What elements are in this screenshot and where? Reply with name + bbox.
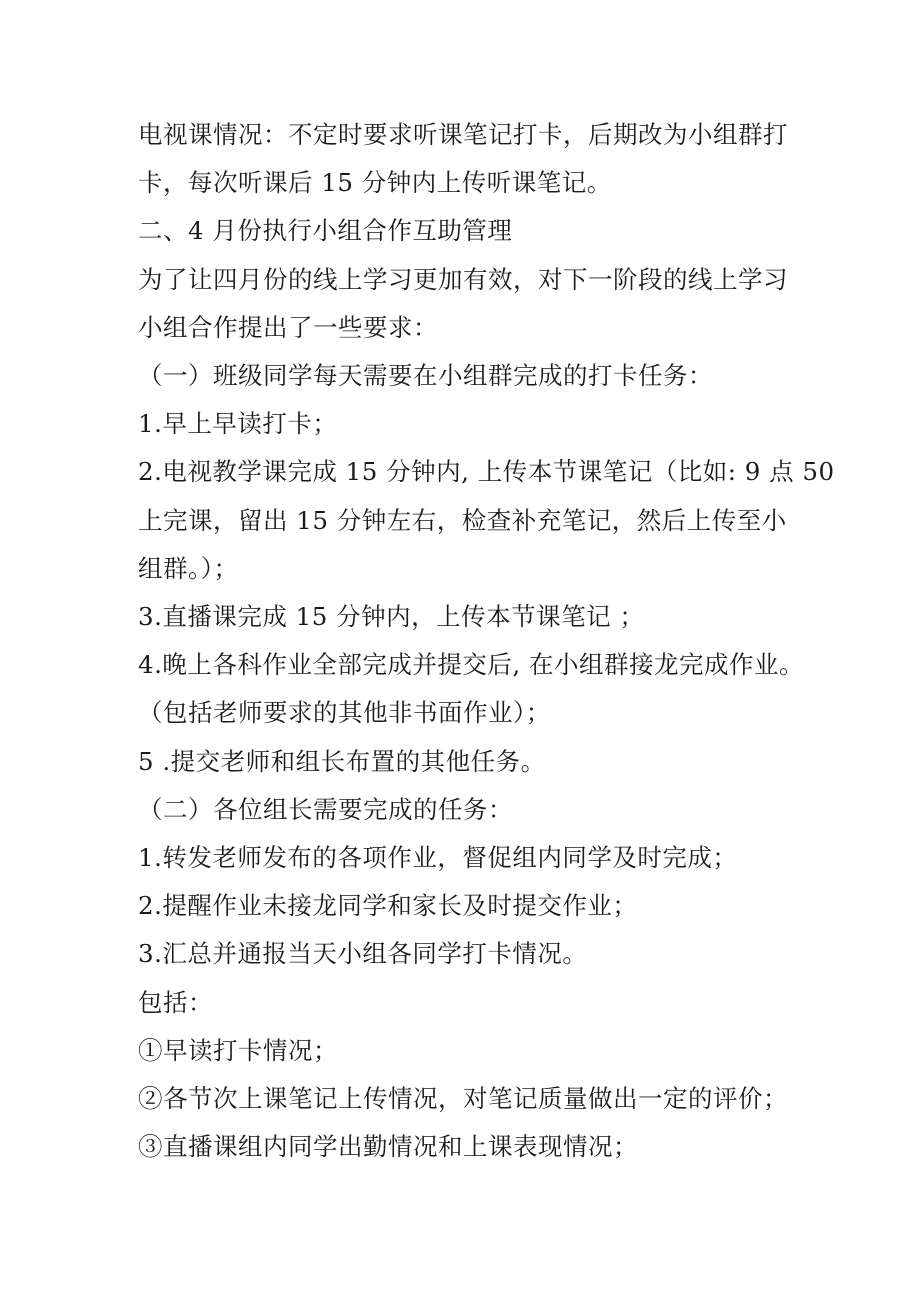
text-line: 小组合作提出了一些要求： [138, 312, 438, 342]
subsection-heading: （二）各位组长需要完成的任务： [138, 794, 513, 824]
text-line: 包括： [138, 987, 213, 1017]
text-line: （包括老师要求的其他非书面作业）； [138, 698, 551, 728]
text-line: 组群。）； [138, 553, 239, 583]
list-item: 3.直播课完成 15 分钟内，上传本节课笔记 ； [138, 602, 645, 632]
list-item: ①早读打卡情况； [138, 1035, 338, 1065]
list-item: 5 .提交老师和组长布置的其他任务。 [138, 746, 546, 776]
list-item: 2.提醒作业未接龙同学和家长及时提交作业； [138, 891, 638, 921]
subsection-heading: （一）班级同学每天需要在小组群完成的打卡任务： [138, 361, 713, 391]
document-body [138, 111, 835, 1171]
text-line: 为了让四月份的线上学习更加有效，对下一阶段的线上学习 [138, 264, 788, 294]
list-item: 4.晚上各科作业全部完成并提交后, 在小组群接龙完成作业。 [138, 650, 804, 680]
text-line: 上完课，留出 15 分钟左右，检查补充笔记，然后上传至小 [138, 505, 787, 535]
list-item: ②各节次上课笔记上传情况，对笔记质量做出一定的评价； [138, 1084, 788, 1114]
list-item: 1.早上早读打卡； [138, 409, 338, 439]
section-heading: 二、4 月份执行小组合作互助管理 [138, 216, 513, 246]
list-item: 3.汇总并通报当天小组各同学打卡情况。 [138, 939, 588, 969]
list-item: ③直播课组内同学出勤情况和上课表现情况； [138, 1132, 638, 1162]
text-line: 卡，每次听课后 15 分钟内上传听课笔记。 [138, 168, 612, 198]
list-item: 1.转发老师发布的各项作业，督促组内同学及时完成； [138, 843, 738, 873]
text-line: 电视课情况：不定时要求听课笔记打卡，后期改为小组群打 [138, 120, 788, 149]
list-item: 2.电视教学课完成 15 分钟内, 上传本节课笔记（比如: 9 点 50 [138, 457, 835, 487]
